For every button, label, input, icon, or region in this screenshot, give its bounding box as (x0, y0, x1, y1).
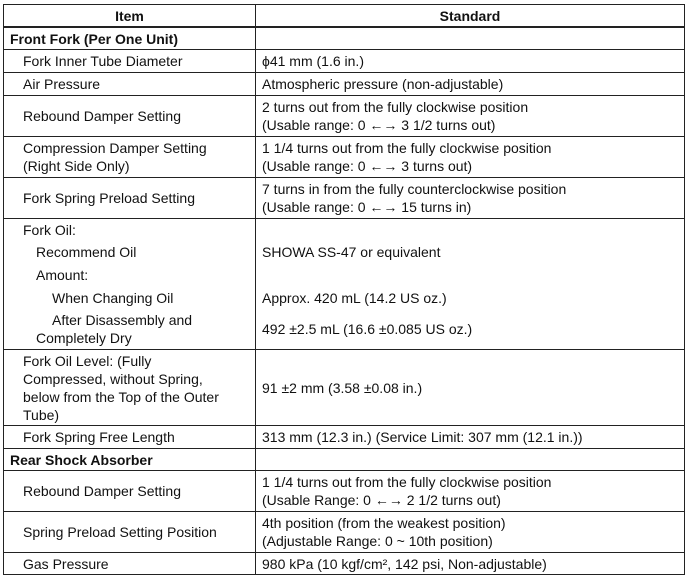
value-spring-preload-line1: 7 turns in from the fully counterclockwise position (262, 181, 567, 197)
column-header-standard: Standard (256, 5, 685, 28)
label-inner-tube: Fork Inner Tube Diameter (4, 50, 256, 73)
label-spring-preload: Fork Spring Preload Setting (4, 178, 256, 219)
value-rear-preload (256, 512, 685, 553)
value-rear-preload-line1: 4th position (from the weakest position) (262, 515, 506, 531)
value-spring-free-length: 313 mm (12.3 in.) (Service Limit: 307 mm (12.1 in.)) (256, 426, 685, 449)
label-compression-line2: (Right Side Only) (23, 158, 130, 174)
label-compression (4, 137, 256, 178)
table-row (4, 50, 685, 73)
value-when-changing: Approx. 420 mL (14.2 US oz.) (256, 287, 685, 310)
label-rebound: Rebound Damper Setting (4, 96, 256, 137)
value-recommend-oil: SHOWA SS-47 or equivalent (256, 241, 685, 264)
value-rear-rebound-line2: (Usable Range: 0 ←→ 2 1/2 turns out) (262, 492, 501, 508)
label-air-pressure: Air Pressure (4, 73, 256, 96)
table-header-row (4, 5, 685, 28)
section-title-rear-shock: Rear Shock Absorber (4, 449, 256, 471)
section-title-front-fork: Front Fork (Per One Unit) (4, 27, 256, 50)
value-spring-preload (256, 178, 685, 219)
value-inner-tube: ϕ41 mm (1.6 in.) (256, 50, 685, 73)
value-rebound-line2: (Usable range: 0 ←→ 3 1/2 turns out) (262, 117, 496, 133)
label-rear-rebound: Rebound Damper Setting (4, 471, 256, 512)
value-rebound-line1: 2 turns out from the fully clockwise position (262, 99, 529, 115)
value-rear-preload-line2: (Adjustable Range: 0 ~ 10th position) (262, 533, 493, 549)
table-row (4, 137, 685, 178)
value-rebound (256, 96, 685, 137)
table-row (4, 96, 685, 137)
value-compression (256, 137, 685, 178)
table-row (4, 73, 685, 96)
value-spring-preload-line2: (Usable range: 0 ←→ 15 turns in) (262, 199, 472, 215)
table-row (4, 426, 685, 449)
label-gas-pressure: Gas Pressure (4, 553, 256, 575)
label-spring-free-length: Fork Spring Free Length (4, 426, 256, 449)
label-oil-level (4, 350, 256, 426)
label-compression-line1: Compression Damper Setting (23, 140, 207, 156)
section-row-rear-shock (4, 449, 685, 471)
label-amount: Amount: (4, 264, 256, 287)
label-oil-level-line4: Tube) (23, 406, 60, 423)
column-header-item: Item (4, 5, 256, 28)
table-row (4, 350, 685, 426)
value-gas-pressure: 980 kPa (10 kgf/cm², 142 psi, Non-adjustable) (256, 553, 685, 575)
spec-table (3, 4, 685, 575)
table-row (4, 264, 685, 287)
empty-cell (256, 219, 685, 241)
table-row (4, 553, 685, 575)
value-compression-line2: (Usable range: 0 ←→ 3 turns out) (262, 158, 473, 174)
table-row (4, 287, 685, 310)
empty-cell (256, 264, 685, 287)
value-oil-level: 91 ±2 mm (3.58 ±0.08 in.) (256, 350, 685, 426)
value-compression-line1: 1 1/4 turns out from the fully clockwise position (262, 140, 552, 156)
table-row (4, 471, 685, 512)
label-after-disassembly-line1: After Disassembly and (52, 312, 193, 329)
value-rear-rebound (256, 471, 685, 512)
label-recommend-oil: Recommend Oil (4, 241, 256, 264)
value-rear-rebound-line1: 1 1/4 turns out from the fully clockwise position (262, 474, 552, 490)
table-row (4, 241, 685, 264)
table-row (4, 310, 685, 350)
label-after-disassembly (4, 310, 256, 350)
label-oil-level-line2: Compressed, without Spring, (23, 370, 203, 387)
label-rear-preload: Spring Preload Setting Position (4, 512, 256, 553)
value-after-disassembly: 492 ±2.5 mL (16.6 ±0.085 US oz.) (256, 310, 685, 350)
section-empty-cell (256, 449, 685, 471)
table-row (4, 512, 685, 553)
label-oil-level-line3: below from the Top of the Outer (23, 388, 219, 405)
section-row-front-fork (4, 27, 685, 50)
label-when-changing: When Changing Oil (4, 287, 256, 310)
section-empty-cell (256, 27, 685, 50)
label-fork-oil: Fork Oil: (4, 219, 256, 241)
label-oil-level-line1: Fork Oil Level: (Fully (23, 352, 152, 369)
value-air-pressure: Atmospheric pressure (non-adjustable) (256, 73, 685, 96)
table-row (4, 219, 685, 241)
table-row (4, 178, 685, 219)
label-after-disassembly-line2: Completely Dry (36, 330, 132, 347)
